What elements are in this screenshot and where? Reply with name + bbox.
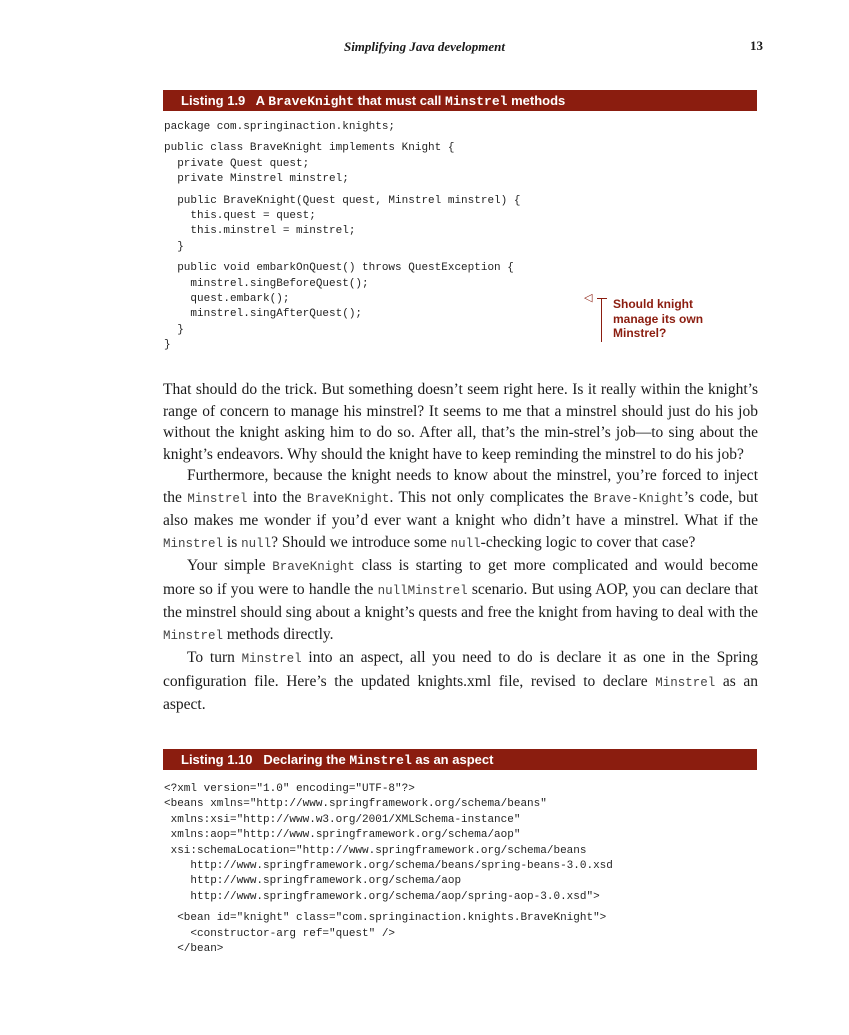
paragraph-3 xyxy=(163,555,758,647)
code-line: } xyxy=(164,240,184,253)
inline-code: null xyxy=(241,536,272,551)
inline-code: Brave-Knight xyxy=(593,491,684,506)
code-line: </bean> xyxy=(164,942,224,955)
code-line: minstrel.singAfterQuest(); xyxy=(164,308,363,321)
listing-title-code-minstrel: Minstrel xyxy=(445,94,508,109)
listing-title-code-braveknight: BraveKnight xyxy=(268,94,355,109)
listing-title-mid: that must call xyxy=(354,93,446,108)
text-run: class is starting to get more complicated and would become more so if you were to handle the xyxy=(163,557,758,598)
code-line: <bean id="knight" class="com.springinaction.knights.BraveKnight"> xyxy=(164,912,607,925)
paragraph-1: That should do the trick. But something doesn’t seem right here. Is it really within the knight’s range of concern to manage his minstrel? It seems to me that a minstrel should just do his job without the knight asking him to do so. After all, that’s the min-strel’s job—to sing about the knight’s endeavors. Why should the knight have to keep reminding the minstrel to do his job? xyxy=(163,381,758,463)
inline-code: Minstrel xyxy=(163,628,224,643)
code-line: package com.springinaction.knights; xyxy=(164,121,396,133)
listing-label: Listing 1.9 xyxy=(181,93,246,108)
listing-title-pre: A xyxy=(255,93,269,108)
text-run: as an aspect. xyxy=(163,672,758,713)
inline-code: Minstrel xyxy=(241,652,302,666)
code-line: xmlns:aop="http://www.springframework.org/schema/aop" xyxy=(164,829,521,842)
code-line: quest.embark(); xyxy=(164,292,290,305)
text-run: Your simple xyxy=(187,557,273,574)
listing-1-9-code-block xyxy=(164,120,520,353)
text-run: into an aspect, all you need to do is declare it as one in the Spring configuration file. Here’s the updated knights.xml file, revised to declare xyxy=(163,649,758,690)
inline-code: Minstrel xyxy=(655,675,716,690)
text-run: Furthermore, because the knight needs to know about the minstrel, you’re forced to inject the xyxy=(163,467,758,506)
code-line: public void embarkOnQuest() throws QuestException { xyxy=(164,262,514,275)
code-line: this.minstrel = minstrel; xyxy=(164,225,356,238)
code-line: http://www.springframework.org/schema/beans/spring-beans-3.0.xsd xyxy=(164,859,613,872)
code-line: http://www.springframework.org/schema/aop/spring-aop-3.0.xsd"> xyxy=(164,890,600,903)
listing-title-post: as an aspect xyxy=(411,752,494,767)
code-line: xmlns:xsi="http://www.w3.org/2001/XMLSchema-instance" xyxy=(164,813,521,826)
annotation-arrow-icon: ◁ xyxy=(584,291,593,304)
annotation-bracket xyxy=(601,298,608,342)
inline-code: null xyxy=(450,536,481,551)
text-run: scenario. But using AOP, you can declare that the minstrel should sing about a knight’s quests and free the knight from having to deal with the xyxy=(163,580,758,621)
running-header-title: Simplifying Java development xyxy=(343,39,506,54)
text-run: . This not only complicates the xyxy=(389,488,594,506)
text-run: into the xyxy=(247,488,307,506)
code-line: <beans xmlns="http://www.springframework.org/schema/beans" xyxy=(164,798,547,811)
listing-1-10-title-bar xyxy=(163,749,757,770)
inline-code: BraveKnight xyxy=(306,491,390,506)
annotation-line: manage its own xyxy=(613,311,704,326)
annotation-line: Minstrel? xyxy=(613,326,667,340)
code-line: private Minstrel minstrel; xyxy=(164,173,349,186)
code-line: private Quest quest; xyxy=(164,157,310,170)
listing-label: Listing 1.10 xyxy=(181,752,253,767)
text-run: ? Should we introduce some xyxy=(271,533,451,551)
code-line: xsi:schemaLocation="http://www.springframework.org/schema/beans xyxy=(164,844,587,857)
text-run: -checking logic to cover that case? xyxy=(480,533,696,551)
text-run: methods directly. xyxy=(223,625,334,643)
code-line: <constructor-arg ref="quest" /> xyxy=(164,927,396,940)
code-line: } xyxy=(164,323,184,336)
paragraph-4 xyxy=(163,647,758,716)
listing-1-10-code-block xyxy=(164,782,613,957)
page-number: 13 xyxy=(750,38,763,53)
code-line: this.quest = quest; xyxy=(164,209,316,222)
listing-1-9-title-bar xyxy=(163,90,757,111)
inline-code: BraveKnight xyxy=(272,560,355,574)
code-line: minstrel.singBeforeQuest(); xyxy=(164,277,369,290)
inline-code: nullMinstrel xyxy=(377,583,468,598)
code-line: } xyxy=(164,339,171,352)
listing-title-post: methods xyxy=(507,93,566,108)
listing-title-code-minstrel: Minstrel xyxy=(349,753,412,768)
annotation-line: Should knight xyxy=(613,297,693,311)
text-run: To turn xyxy=(187,649,242,666)
inline-code: Minstrel xyxy=(187,491,248,506)
code-annotation xyxy=(613,297,703,341)
code-line: <?xml version="1.0" encoding="UTF-8"?> xyxy=(164,783,415,795)
body-text xyxy=(163,379,758,716)
inline-code: Minstrel xyxy=(163,536,224,551)
code-line: http://www.springframework.org/schema/aop xyxy=(164,875,462,888)
code-line: public BraveKnight(Quest quest, Minstrel minstrel) { xyxy=(164,194,521,207)
listing-title-pre: Declaring the xyxy=(263,752,350,767)
code-line: public class BraveKnight implements Knight { xyxy=(164,142,455,155)
text-run: is xyxy=(223,533,242,551)
paragraph-2 xyxy=(163,465,758,555)
text-run: ’s code, but also makes me wonder if you’d ever want a knight who didn’t have a minstrel. What if the xyxy=(163,488,759,529)
